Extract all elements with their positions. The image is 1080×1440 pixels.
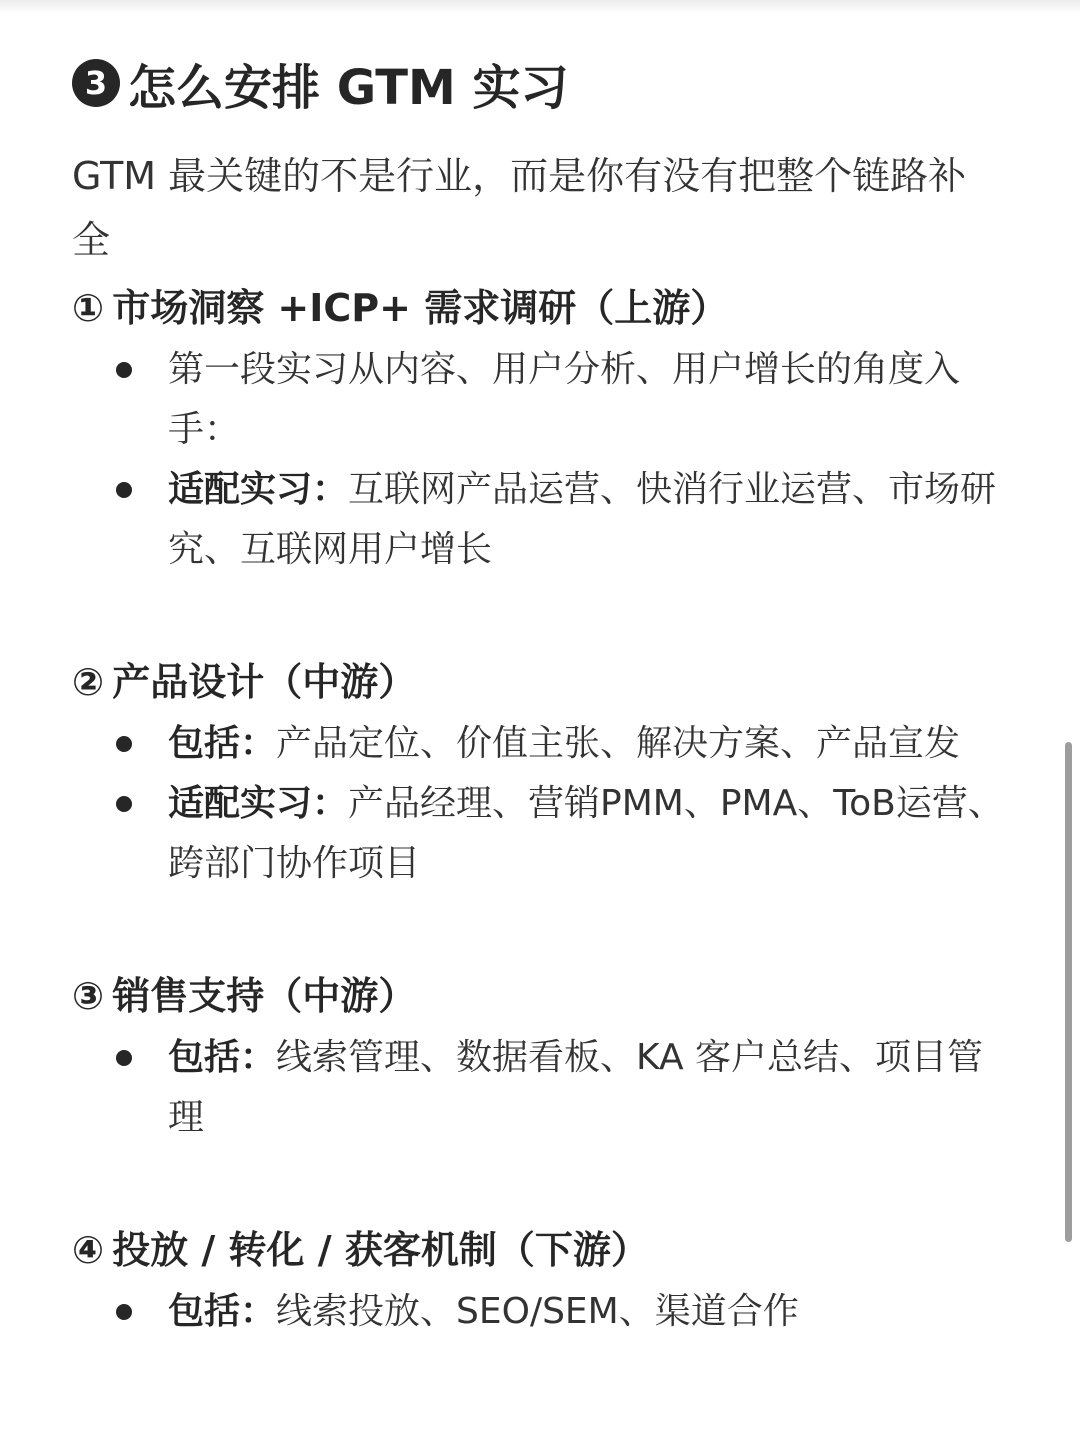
bullet-lead: 适配实习： (168, 469, 349, 510)
bullet-lead: 包括： (168, 723, 277, 764)
stage-number: ② (72, 660, 105, 704)
number-badge-icon: 3 (72, 59, 120, 107)
bullet-icon (116, 796, 132, 812)
list-item (72, 340, 1004, 460)
bullet-text: 产品定位、价值主张、解决方案、产品宣发 (276, 723, 961, 764)
list-item (72, 1282, 1004, 1342)
bullet-lead: 适配实习： (168, 783, 349, 824)
bullet-text: 线索投放、SEO/SEM、渠道合作 (276, 1291, 799, 1332)
intro-paragraph: GTM 最关键的不是行业，而是你有没有把整个链路补全 (72, 154, 967, 262)
stage-title (72, 964, 1032, 1028)
stage-title-text: 销售支持（中游） (112, 974, 417, 1018)
bullet-icon (116, 1304, 132, 1320)
vertical-scrollbar[interactable] (1065, 742, 1072, 1242)
bullet-text: 产品经理、营销PMM、PMA、ToB运营、跨部门协作项目 (168, 783, 1004, 884)
stage-downstream (72, 1218, 1032, 1342)
bullet-icon (116, 736, 132, 752)
bullet-icon (116, 362, 132, 378)
bullet-lead: 包括： (168, 1291, 277, 1332)
bullet-text: 线索管理、数据看板、KA 客户总结、项目管理 (168, 1037, 984, 1138)
list-item (72, 714, 1004, 774)
stage-number: ④ (72, 1228, 105, 1272)
heading-title: 怎么安排 GTM 实习 (128, 59, 569, 116)
list-item (72, 460, 1004, 580)
stage-title (72, 276, 1032, 340)
stage-number: ① (72, 286, 105, 330)
bullet-lead: 包括： (168, 1037, 277, 1078)
top-edge-shadow (0, 0, 1080, 14)
stage-sales-support (72, 964, 1032, 1148)
bullet-text: 第一段实习从内容、用户分析、用户增长的角度入手： (168, 349, 961, 450)
bullet-text: 互联网产品运营、快消行业运营、市场研究、互联网用户增长 (168, 469, 997, 570)
list-item (72, 774, 1004, 894)
stage-product-design (72, 650, 1032, 894)
stage-title (72, 1218, 1032, 1282)
stage-upstream (72, 276, 1032, 580)
stage-title (72, 650, 1032, 714)
stage-title-text: 市场洞察 +ICP+ 需求调研（上游） (112, 286, 729, 330)
bullet-icon (116, 482, 132, 498)
stage-number: ③ (72, 974, 105, 1018)
section-heading (72, 48, 1032, 118)
stage-title-text: 投放 / 转化 / 获客机制（下游） (112, 1228, 649, 1272)
article-body (72, 48, 1032, 1342)
stage-title-text: 产品设计（中游） (112, 660, 417, 704)
list-item (72, 1028, 1004, 1148)
bullet-icon (116, 1050, 132, 1066)
